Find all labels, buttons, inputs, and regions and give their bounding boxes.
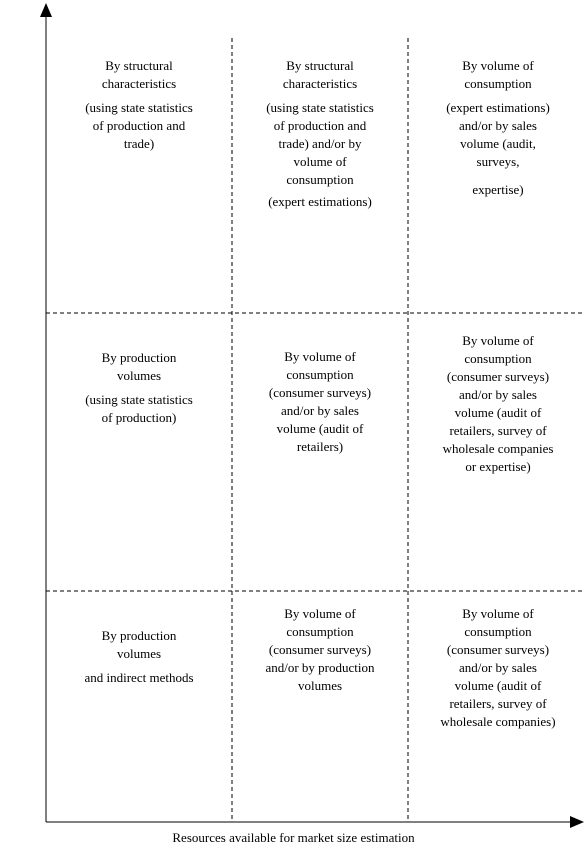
text-line: expertise)	[472, 182, 524, 197]
text-line: (consumer surveys)	[446, 369, 550, 384]
cell-detail	[410, 99, 586, 171]
text-line: volume (audit of	[454, 405, 542, 420]
text-line: and/or by production	[265, 660, 375, 675]
cell-text	[234, 348, 406, 456]
cell-detail	[234, 99, 406, 189]
text-line: trade) and/or by	[278, 136, 362, 151]
text-line: By production	[101, 350, 177, 365]
text-line: consumption	[464, 76, 532, 91]
cell-detail	[48, 669, 230, 687]
text-line: consumption	[286, 624, 354, 639]
text-line: trade)	[123, 136, 155, 151]
text-line: (consumer surveys)	[446, 642, 550, 657]
cell-heading	[48, 349, 230, 385]
text-line: volume (audit of	[276, 421, 364, 436]
text-line: (using state statistics	[266, 100, 374, 115]
text-line: retailers)	[296, 439, 344, 454]
text-line: characteristics	[282, 76, 358, 91]
text-line: (consumer surveys)	[268, 642, 372, 657]
cell-row1-col2	[234, 57, 406, 211]
text-line: volumes	[297, 678, 343, 693]
x-axis-arrow-icon	[570, 816, 584, 828]
text-line: and/or by sales	[459, 387, 537, 402]
cell-text	[234, 605, 406, 695]
cell-heading	[234, 57, 406, 93]
text-line: of production and	[273, 118, 367, 133]
cell-row2-col1	[48, 349, 230, 427]
cell-row3-col3	[410, 605, 586, 731]
text-line: wholesale companies)	[440, 714, 556, 729]
text-line: volumes	[116, 368, 162, 383]
text-line: (consumer surveys)	[268, 385, 372, 400]
cell-note	[234, 193, 406, 211]
cell-heading	[410, 57, 586, 93]
cell-note	[410, 181, 586, 199]
cell-row2-col2	[234, 348, 406, 456]
text-line: (using state statistics	[85, 392, 193, 407]
text-line: By structural	[286, 58, 354, 73]
text-line: volume (audit of	[454, 678, 542, 693]
text-line: By volume of	[284, 606, 356, 621]
text-line: consumption	[286, 367, 354, 382]
text-line: By volume of	[284, 349, 356, 364]
cell-text	[410, 605, 586, 731]
cell-row2-col3	[410, 332, 586, 476]
cell-row3-col1	[48, 627, 230, 687]
text-line: volume (audit,	[460, 136, 536, 151]
text-line: consumption	[286, 172, 354, 187]
text-line: and/or by sales	[459, 118, 537, 133]
text-line: consumption	[464, 624, 532, 639]
cell-row1-col3	[410, 57, 586, 199]
text-line: (using state statistics	[85, 100, 193, 115]
y-axis-arrow-icon	[40, 3, 52, 17]
text-line: or expertise)	[465, 459, 531, 474]
cell-row3-col2	[234, 605, 406, 695]
text-line: of production)	[101, 410, 177, 425]
cell-row1-col1	[48, 57, 230, 153]
text-line: (expert estimations)	[446, 100, 550, 115]
text-line: of production and	[92, 118, 186, 133]
text-line: characteristics	[101, 76, 177, 91]
text-line: By structural	[105, 58, 173, 73]
cell-heading	[48, 57, 230, 93]
text-line: retailers, survey of	[449, 423, 547, 438]
text-line: wholesale companies	[442, 441, 554, 456]
text-line: By volume of	[462, 333, 534, 348]
cell-text	[410, 332, 586, 476]
text-line: consumption	[464, 351, 532, 366]
cell-heading	[48, 627, 230, 663]
text-line: volume of	[293, 154, 347, 169]
text-line: and/or by sales	[281, 403, 359, 418]
text-line: and/or by sales	[459, 660, 537, 675]
text-line: volumes	[116, 646, 162, 661]
text-line: and indirect methods	[84, 670, 194, 685]
text-line: By production	[101, 628, 177, 643]
text-line: By volume of	[462, 58, 534, 73]
x-axis-label: Resources available for market size estimation	[172, 830, 415, 845]
text-line: By volume of	[462, 606, 534, 621]
cell-detail	[48, 99, 230, 153]
text-line: retailers, survey of	[449, 696, 547, 711]
cell-detail	[48, 391, 230, 427]
text-line: (expert estimations)	[268, 194, 372, 209]
text-line: surveys,	[476, 154, 520, 169]
